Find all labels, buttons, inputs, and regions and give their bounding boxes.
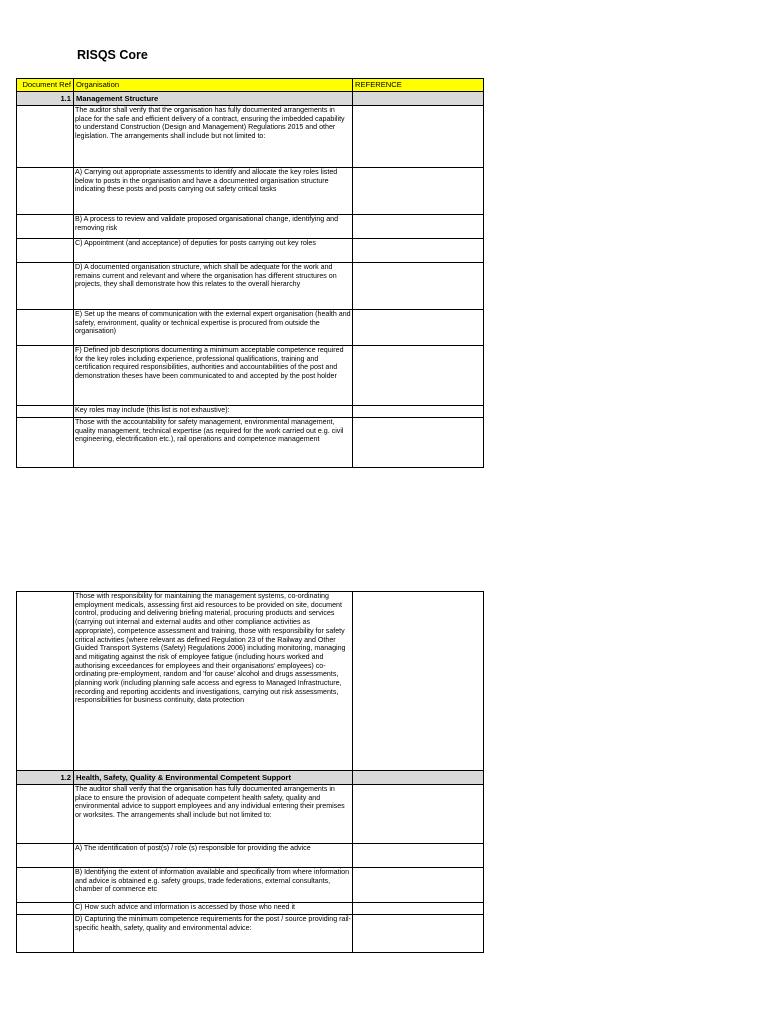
ref-cell xyxy=(17,263,74,310)
requirement-text: C) Appointment (and acceptance) of deputies for posts carrying out key roles xyxy=(74,239,353,263)
section-row xyxy=(17,92,484,106)
section-number: 1.2 xyxy=(17,771,74,785)
requirement-text: A) Carrying out appropriate assessments to identify and allocate the key roles listed below to posts in the organisation and have a documented organisation structure indicating these posts and posts carrying out safety critical tasks xyxy=(74,168,353,215)
table-row xyxy=(17,418,484,468)
reference-cell[interactable] xyxy=(353,168,484,215)
requirement-text: A) The identification of post(s) / role (s) responsible for providing the advice xyxy=(74,844,353,868)
requirement-text: E) Set up the means of communication with the external expert organisation (health and safety, environment, quality or technical expertise is procured from outside the organisation) xyxy=(74,310,353,346)
requirement-text: The auditor shall verify that the organisation has fully documented arrangements in place for the safe and efficient delivery of a contract, ensuring the imbedded capability to understand Construction (Design and Management) Regulations 2015 and other legislation. The arrangements shall include but not limited to: xyxy=(74,106,353,168)
section-name: Management Structure xyxy=(74,92,353,106)
reference-cell[interactable] xyxy=(353,771,484,785)
table-row xyxy=(17,592,484,771)
requirement-text: C) How such advice and information is accessed by those who need it xyxy=(74,903,353,915)
table-row xyxy=(17,215,484,239)
table-row xyxy=(17,915,484,953)
requirement-text: D) Capturing the minimum competence requirements for the post / source providing rail-specific health, safety, quality and environmental advice: xyxy=(74,915,353,953)
section-row xyxy=(17,771,484,785)
ref-cell xyxy=(17,844,74,868)
requirement-text: Those with responsibility for maintaining the management systems, co-ordinating employment medicals, assessing first aid resources to be provided on site, document control, producing and delivering briefing material, procuring products and services (carrying out internal and external audits and other compliance activities as appropriate), competence assessment and training, those with responsibility for safety critical activities (where relevant as defined Regulation 23 of the Railway and Other Guided Transport Systems (Safety) Regulations 2006) including monitoring, managing and mitigating against the risk of employee fatigue (including hours worked and authorising exceedances for employees and their organisations' employees) co-ordinating pre-employment, random and 'for cause' alcohol and drugs assessments, planning work (including planning safe access and egress to Managed Infrastructure, recording and reporting accidents and investigations, carrying out risk assessments, responsibilities for business continuity, data protection xyxy=(74,592,353,771)
table-row xyxy=(17,903,484,915)
header-document-ref: Document Ref xyxy=(17,79,74,92)
reference-cell[interactable] xyxy=(353,239,484,263)
section-number: 1.1 xyxy=(17,92,74,106)
page-title: RISQS Core xyxy=(77,48,148,62)
reference-cell[interactable] xyxy=(353,418,484,468)
requirements-table-1 xyxy=(16,78,484,468)
ref-cell xyxy=(17,868,74,903)
ref-cell xyxy=(17,406,74,418)
requirement-text: The auditor shall verify that the organisation has fully documented arrangements in place to ensure the provision of adequate competent health safety, quality and environmental advice to support employees and any individual entering their premises or worksites. The arrangements shall include but not limited to: xyxy=(74,785,353,844)
table-row xyxy=(17,310,484,346)
table-row xyxy=(17,106,484,168)
requirement-text: B) Identifying the extent of information available and specifically from where information and advice is obtained e.g. safety groups, trade federations, external consultants, chamber of commerce etc xyxy=(74,868,353,903)
ref-cell xyxy=(17,239,74,263)
reference-cell[interactable] xyxy=(353,903,484,915)
header-organisation: Organisation xyxy=(74,79,353,92)
table-row xyxy=(17,239,484,263)
requirement-text: B) A process to review and validate proposed organisational change, identifying and removing risk xyxy=(74,215,353,239)
table-row xyxy=(17,263,484,310)
reference-cell[interactable] xyxy=(353,263,484,310)
reference-cell[interactable] xyxy=(353,785,484,844)
table-row xyxy=(17,844,484,868)
requirement-text: Those with the accountability for safety management, environmental management, quality management, technical expertise (as required for the work carried out e.g. civil engineering, electrification etc.), rail operations and competence management xyxy=(74,418,353,468)
reference-cell[interactable] xyxy=(353,844,484,868)
ref-cell xyxy=(17,168,74,215)
header-reference: REFERENCE xyxy=(353,79,484,92)
ref-cell xyxy=(17,310,74,346)
reference-cell[interactable] xyxy=(353,915,484,953)
reference-cell[interactable] xyxy=(353,868,484,903)
reference-cell[interactable] xyxy=(353,215,484,239)
ref-cell xyxy=(17,592,74,771)
reference-cell[interactable] xyxy=(353,310,484,346)
table-row xyxy=(17,868,484,903)
reference-cell[interactable] xyxy=(353,92,484,106)
requirement-text: Key roles may include (this list is not exhaustive): xyxy=(74,406,353,418)
ref-cell xyxy=(17,418,74,468)
ref-cell xyxy=(17,903,74,915)
requirement-text: D) A documented organisation structure, which shall be adequate for the work and remains current and relevant and where the organisation has different structures on projects, they shall demonstrate how this relates to the overall hierarchy xyxy=(74,263,353,310)
header-row xyxy=(17,79,484,92)
table-row xyxy=(17,406,484,418)
table-row xyxy=(17,785,484,844)
ref-cell xyxy=(17,915,74,953)
reference-cell[interactable] xyxy=(353,346,484,406)
reference-cell[interactable] xyxy=(353,106,484,168)
section-name: Health, Safety, Quality & Environmental Competent Support xyxy=(74,771,353,785)
table-row xyxy=(17,346,484,406)
table-row xyxy=(17,168,484,215)
reference-cell[interactable] xyxy=(353,592,484,771)
ref-cell xyxy=(17,785,74,844)
reference-cell[interactable] xyxy=(353,406,484,418)
ref-cell xyxy=(17,106,74,168)
requirement-text: F) Defined job descriptions documenting a minimum acceptable competence required for the key roles including experience, professional qualifications, training and certification required responsibilities, authorities and accountabilities of the post and demonstration theses have been communicated to and accepted by the post holder xyxy=(74,346,353,406)
requirements-table-2 xyxy=(16,591,484,953)
ref-cell xyxy=(17,346,74,406)
ref-cell xyxy=(17,215,74,239)
